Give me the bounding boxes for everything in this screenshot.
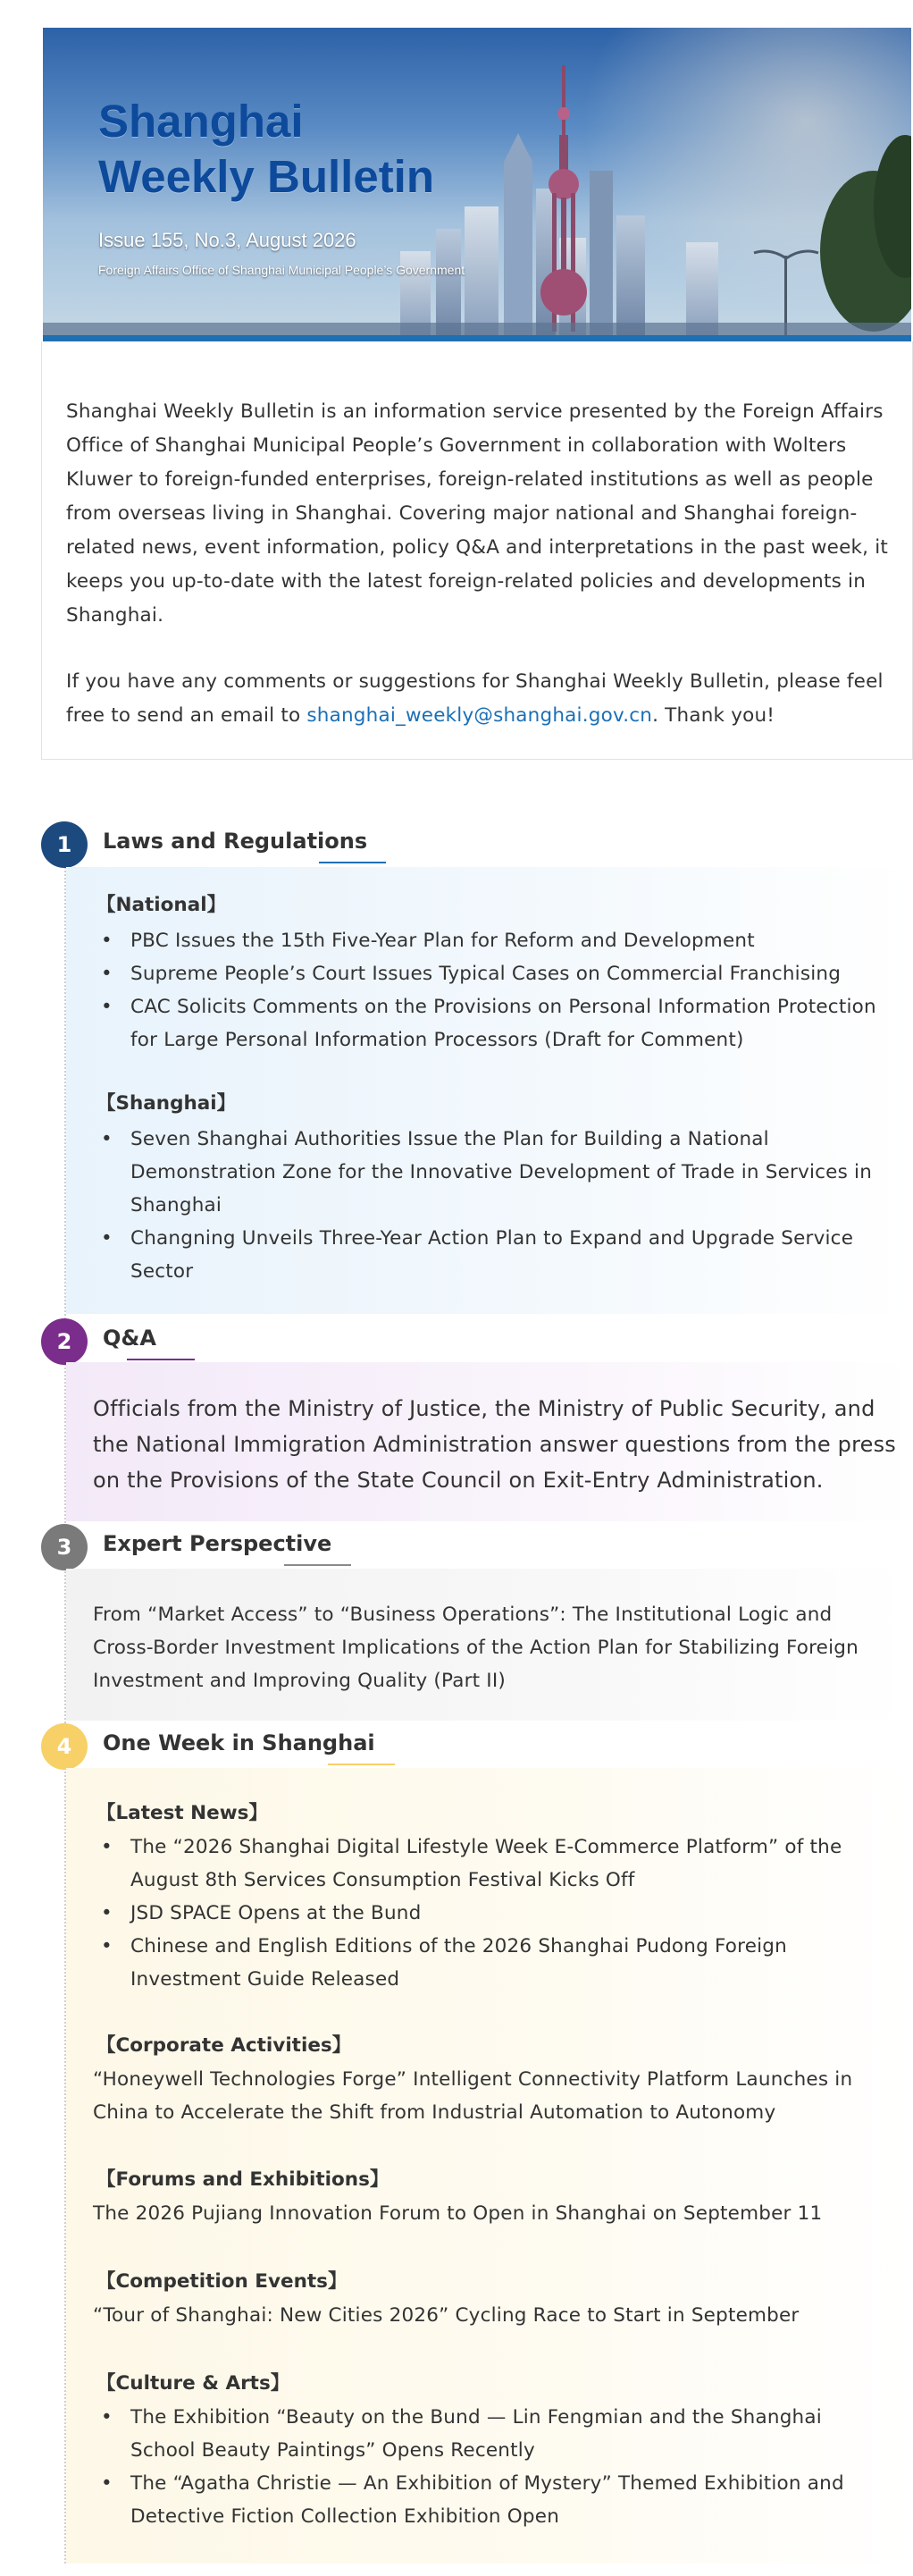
bullet-icon: • (101, 996, 113, 1018)
contact-text-before: If you have any comments or suggestions for Shanghai Weekly Bulletin, please feel free to send an email to (66, 670, 884, 727)
intro-contact-paragraph (66, 665, 897, 733)
list-item[interactable]: • PBC Issues the 15th Five-Year Plan for Reform and Development (101, 924, 905, 957)
latest-news-heading: 【Latest News】 (96, 1802, 268, 1824)
bullet-icon: • (101, 2472, 113, 2495)
bullet-icon: • (101, 1836, 113, 1858)
culture-heading: 【Culture & Arts】 (96, 2372, 290, 2395)
section-title-expert: Expert Perspective (103, 1531, 332, 1556)
banner-title (98, 94, 434, 205)
bullet-icon: • (101, 963, 113, 985)
list-item[interactable]: • The Exhibition “Beauty on the Bund — Lin Fengmian and the Shanghai School Beauty Paintings” Opens Recently (101, 2401, 869, 2467)
bullet-icon: • (101, 1128, 113, 1150)
list-item[interactable]: • Supreme People’s Court Issues Typical Cases on Commercial Franchising (101, 957, 905, 990)
list-item[interactable]: • Changning Unveils Three-Year Action Plan to Expand and Upgrade Service Sector (101, 1222, 887, 1288)
list-item[interactable]: • JSD SPACE Opens at the Bund (101, 1897, 887, 1930)
corporate-text[interactable]: “Honeywell Technologies Forge” Intelligent Connectivity Platform Launches in China to Accelerate the Shift from Industrial Automation to Autonomy (93, 2068, 853, 2124)
section-number-3: 3 (41, 1524, 88, 1570)
section-underline (319, 862, 386, 863)
bullet-icon: • (101, 2406, 113, 2429)
expert-panel (66, 1569, 911, 1721)
bullet-icon: • (101, 930, 113, 952)
banner-divider (43, 335, 911, 341)
list-item[interactable]: • The “2026 Shanghai Digital Lifestyle Week E-Commerce Platform” of the August 8th Services Consumption Festival Kicks Off (101, 1831, 887, 1897)
section-number-1: 1 (41, 821, 88, 868)
bullet-icon: • (101, 1902, 113, 1924)
competition-heading: 【Competition Events】 (96, 2270, 348, 2293)
banner-title-line1: Shanghai (98, 96, 304, 147)
section-number-2: 2 (41, 1318, 88, 1365)
section-number-4: 4 (41, 1723, 88, 1770)
expert-article-text[interactable]: From “Market Access” to “Business Operations”: The Institutional Logic and Cross-Border Investment Implications of the Action Plan for Stabilizing Foreign Investment and Improving Quality (Part II) (93, 1604, 859, 1692)
forums-heading: 【Forums and Exhibitions】 (96, 2168, 389, 2191)
list-item[interactable]: • The “Agatha Christie — An Exhibition of Mystery” Themed Exhibition and Detective Fiction Collection Exhibition Open (101, 2467, 887, 2533)
section-underline (127, 1359, 195, 1360)
corporate-heading: 【Corporate Activities】 (96, 2034, 352, 2057)
section-underline (328, 1764, 395, 1765)
laws-panel (66, 867, 911, 1314)
intro-paragraph: Shanghai Weekly Bulletin is an information service presented by the Foreign Affairs Office of Shanghai Municipal People’s Government in collaboration with Wolters Kluwer to foreign-funded enterprises, foreign-related institutions as well as people from overseas living in Shanghai. Covering major national and Shanghai foreign-related news, event information, policy Q&A and interpretations in the past week, it keeps you up-to-date with the latest foreign-related policies and developments in Shanghai. (66, 400, 889, 627)
section-title-laws: Laws and Regulations (103, 829, 368, 854)
contact-text-after: . Thank you! (652, 704, 775, 727)
list-item[interactable]: • Seven Shanghai Authorities Issue the Plan for Building a National Demonstration Zone for the Innovative Development of Trade in Services in Shanghai (101, 1123, 887, 1222)
bullet-icon: • (101, 1935, 113, 1957)
qa-text[interactable]: Officials from the Ministry of Justice, the Ministry of Public Security, and the National Immigration Administration answer questions from the press on the Provisions of the State Council on Exit-Entry Administration. (93, 1396, 896, 1493)
intro-box (41, 341, 913, 760)
office-name: Foreign Affairs Office of Shanghai Municipal People’s Government (98, 263, 465, 277)
issue-info: Issue 155, No.3, August 2026 (98, 229, 356, 251)
bullet-icon: • (101, 1227, 113, 1250)
shanghai-heading: 【Shanghai】 (96, 1092, 237, 1115)
list-item[interactable]: • Chinese and English Editions of the 2026 Shanghai Pudong Foreign Investment Guide Released (101, 1930, 869, 1996)
section-underline (284, 1564, 351, 1566)
national-heading: 【National】 (96, 894, 227, 916)
one-week-panel (66, 1768, 911, 2563)
list-item[interactable]: • CAC Solicits Comments on the Provisions on Personal Information Protection for Large Personal Information Processors (Draft for Comment) (101, 990, 896, 1056)
banner-title-line2: Weekly Bulletin (98, 151, 435, 202)
header-banner (43, 28, 911, 341)
forums-text[interactable]: The 2026 Pujiang Innovation Forum to Open in Shanghai on September 11 (93, 2202, 823, 2225)
section-title-qa: Q&A (103, 1326, 156, 1351)
contact-email-link[interactable]: shanghai_weekly@shanghai.gov.cn (306, 704, 653, 727)
competition-text[interactable]: “Tour of Shanghai: New Cities 2026” Cycling Race to Start in September (93, 2304, 800, 2327)
qa-panel (66, 1362, 911, 1521)
section-title-one-week: One Week in Shanghai (103, 1730, 375, 1755)
